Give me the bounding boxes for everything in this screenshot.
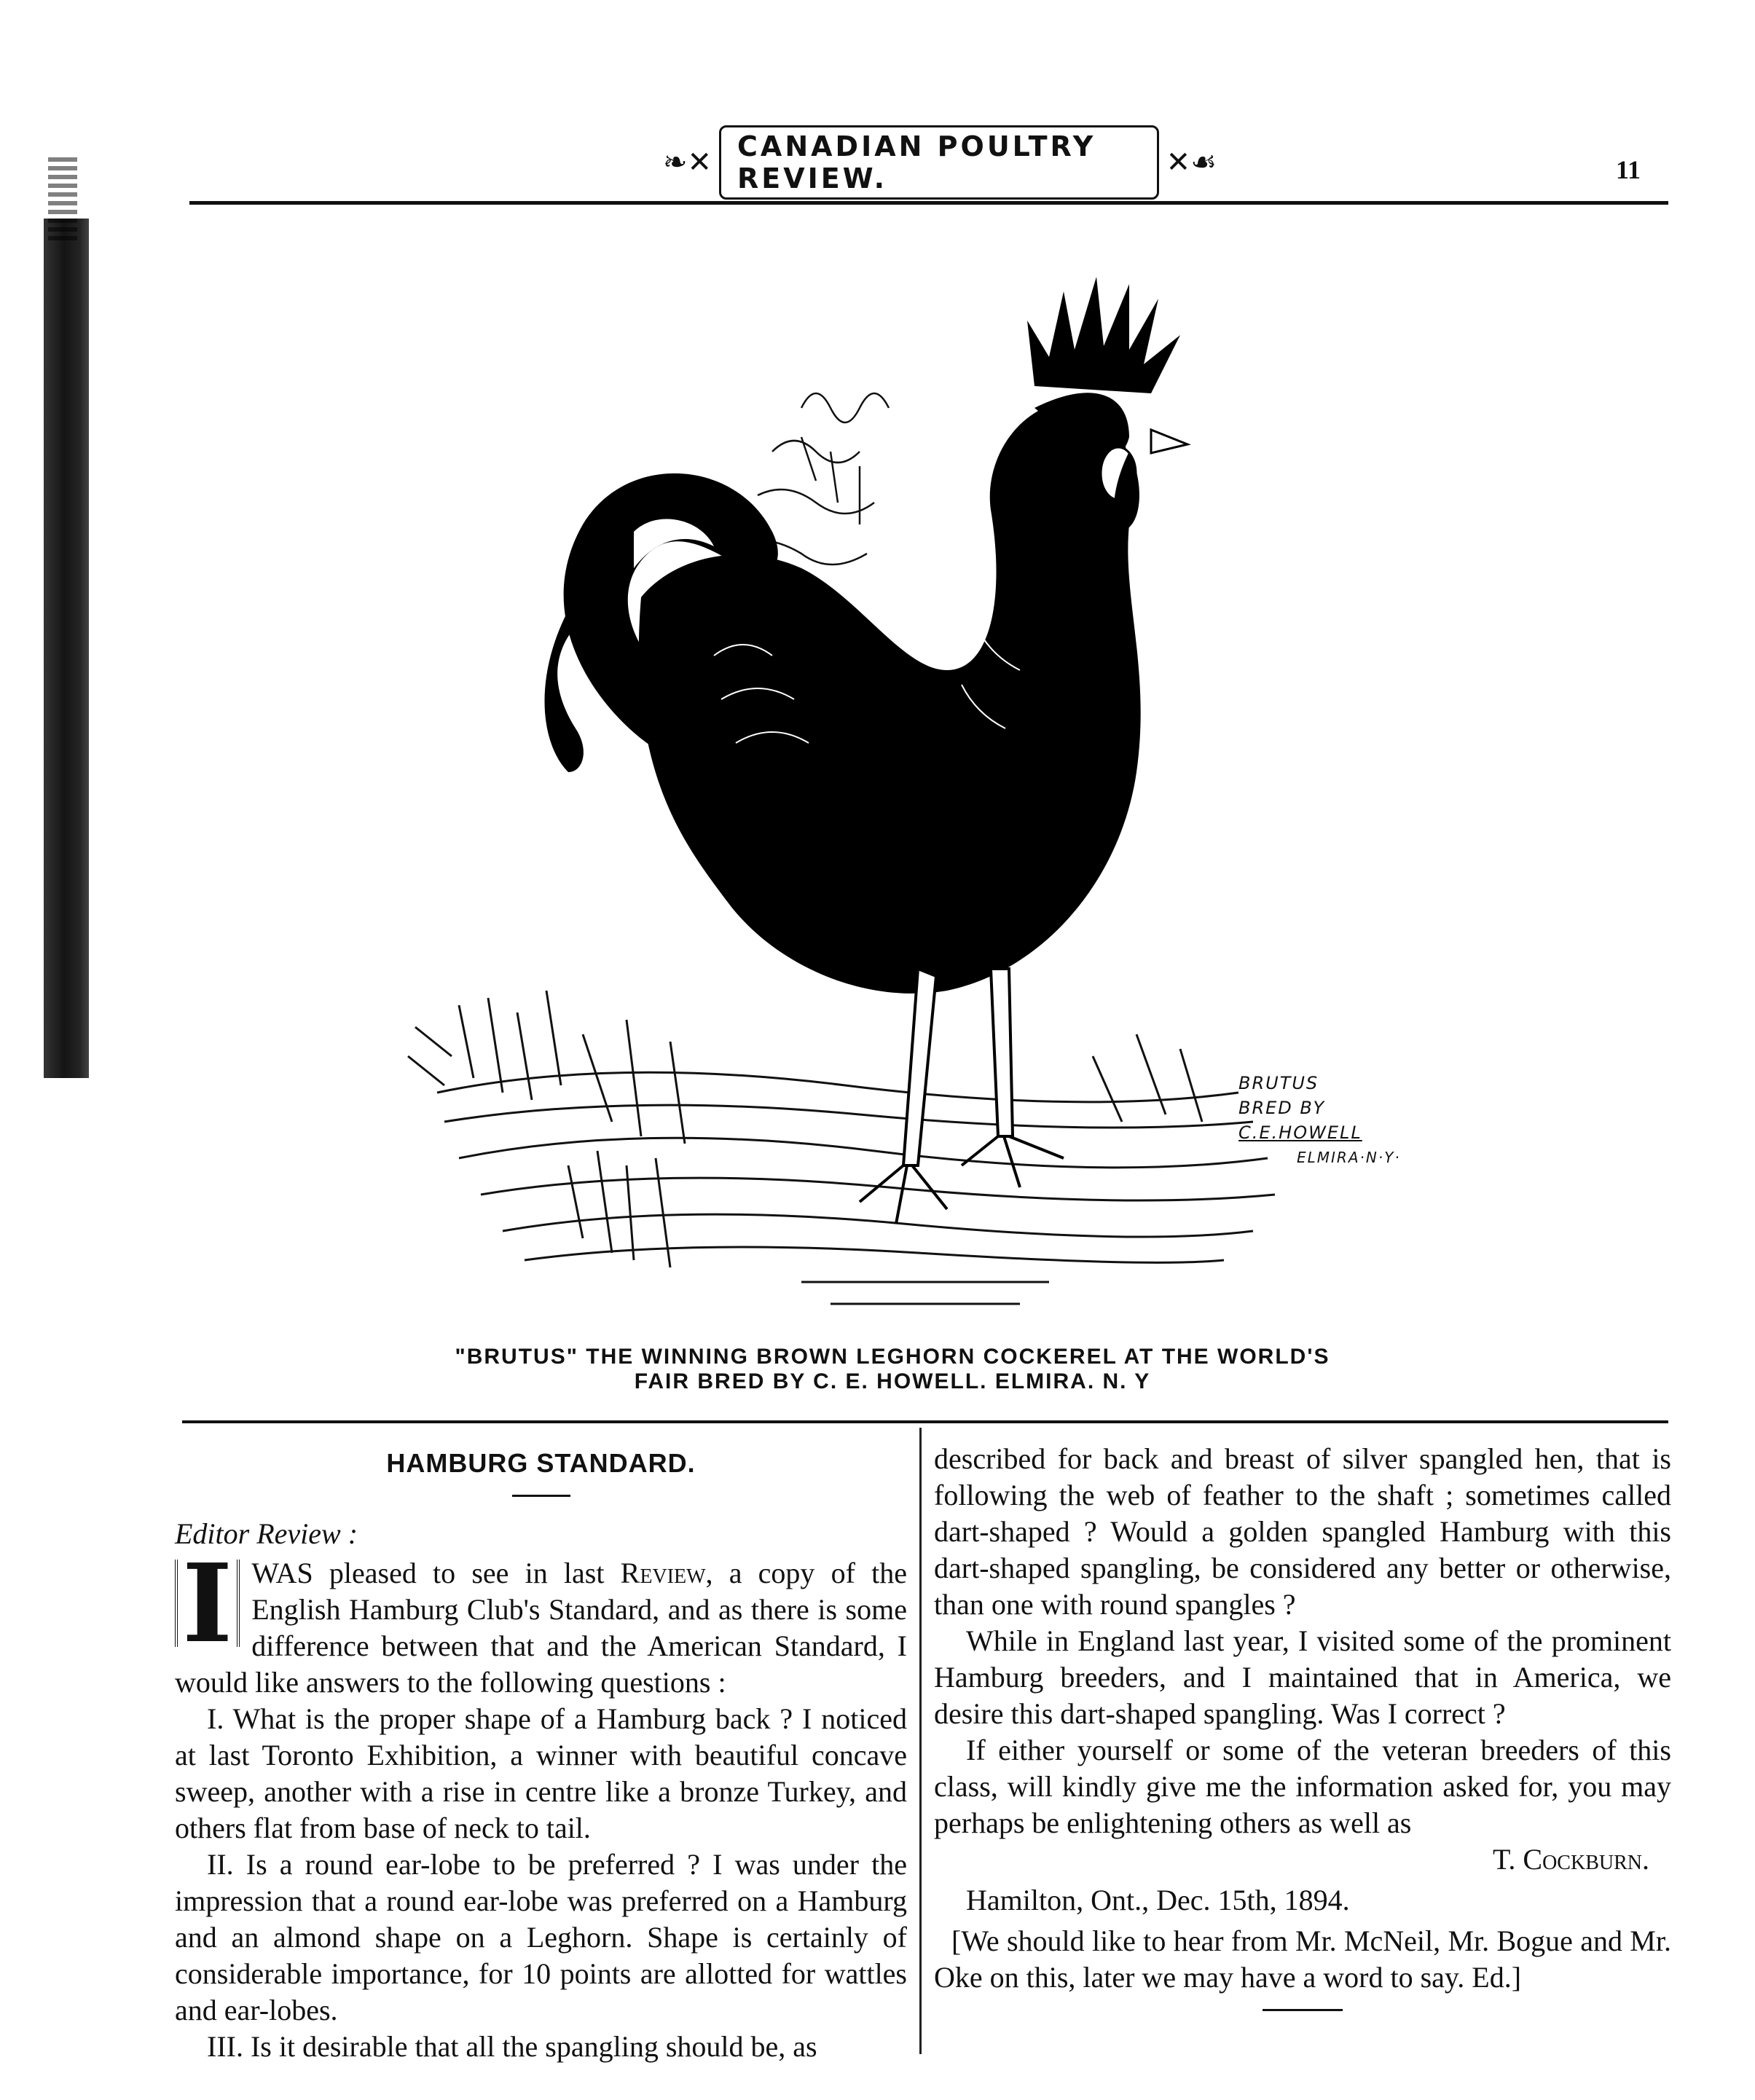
header-rule <box>189 201 1668 205</box>
right-column <box>934 1441 1671 2030</box>
drop-cap: I <box>175 1560 240 1647</box>
question-one: I. What is the proper shape of a Hamburg back ? I noticed at last Toronto Exhibition, a winner with beautiful concave sweep, another with a rise in centre like a bronze Turkey, and others flat from base of neck to tail. <box>175 1702 907 1844</box>
signature-line: BRUTUS <box>1238 1073 1319 1093</box>
signature-line: BRED BY <box>1238 1098 1326 1118</box>
salutation: Editor Review : <box>175 1517 358 1550</box>
binding-shadow <box>44 219 89 1078</box>
closing-paragraph: If either yourself or some of the veteran breeders of this class, will kindly give me the information asked for, you may perhaps be enlightening others as well as <box>934 1734 1671 1839</box>
engraver-signature <box>1238 1071 1401 1170</box>
beak <box>1151 430 1187 453</box>
end-rule <box>1263 2009 1343 2011</box>
england-paragraph: While in England last year, I visited some of the prominent Hamburg breeders, and I maintained that in America, we desire this dart-shaped spangling. Was I correct ? <box>934 1624 1671 1730</box>
caption-line: "BRUTUS" THE WINNING BROWN LEGHORN COCKEREL AT THE WORLD'S <box>455 1345 1330 1369</box>
left-ornament-icon: ❧✕ <box>663 146 712 179</box>
page-number: 11 <box>1616 155 1641 184</box>
rooster-engraving <box>393 219 1428 1355</box>
editor-note: [We should like to hear from Mr. McNeil, Mr. Bogue and Mr. Oke on this, later we may have a word to say. Ed.] <box>934 1924 1671 1994</box>
binding-shadow-fade <box>48 153 77 240</box>
feet <box>860 1136 1064 1224</box>
author-signature: T. Cockburn. <box>1492 1843 1649 1876</box>
question-three-start: III. Is it desirable that all the spangling should be, as <box>207 2030 817 2063</box>
title-rule <box>512 1495 570 1497</box>
review-name: Review <box>620 1557 706 1589</box>
column-rule <box>919 1428 922 2054</box>
publication-title: CANADIAN POULTRY REVIEW. <box>719 125 1159 200</box>
illustration-caption <box>364 1345 1421 1394</box>
dateline: Hamilton, Ont., Dec. 15th, 1894. <box>966 1884 1350 1916</box>
section-rule <box>182 1420 1668 1423</box>
article-title: HAMBURG STANDARD. <box>386 1448 696 1478</box>
grass-hatching <box>408 991 1275 1267</box>
signature-line: C.E.HOWELL <box>1238 1122 1362 1143</box>
opening-paragraph: I WAS pleased to see in last Review, a copy of the English Hamburg Club's Standard, and as there is some difference between that and the American Standard, I would like answers to the following questions : <box>175 1540 907 1699</box>
question-two: II. Is a round ear-lobe to be preferred ? I was under the impression that a round ear-lobe was preferred on a Hamburg and an almond shape on a Leghorn. Shape is certainly of considerable importance, for 10 points are allotted for wattles and ear-lobes. <box>175 1848 907 2026</box>
caption-line: FAIR BRED BY C. E. HOWELL. ELMIRA. N. Y <box>634 1369 1151 1393</box>
masthead <box>656 130 1224 194</box>
left-column <box>175 1441 907 2065</box>
right-ornament-icon: ✕☙ <box>1166 146 1217 179</box>
question-three-continued: described for back and breast of silver spangled hen, that is following the web of feather to the shaft ; sometimes called dart-shaped ? Would a golden spangled Hamburg with this dart-shaped spangling, be considered any better or otherwise, than one with round spangles ? <box>934 1442 1671 1621</box>
comb <box>1027 277 1180 393</box>
signature-line: ELMIRA·N·Y· <box>1297 1149 1401 1166</box>
